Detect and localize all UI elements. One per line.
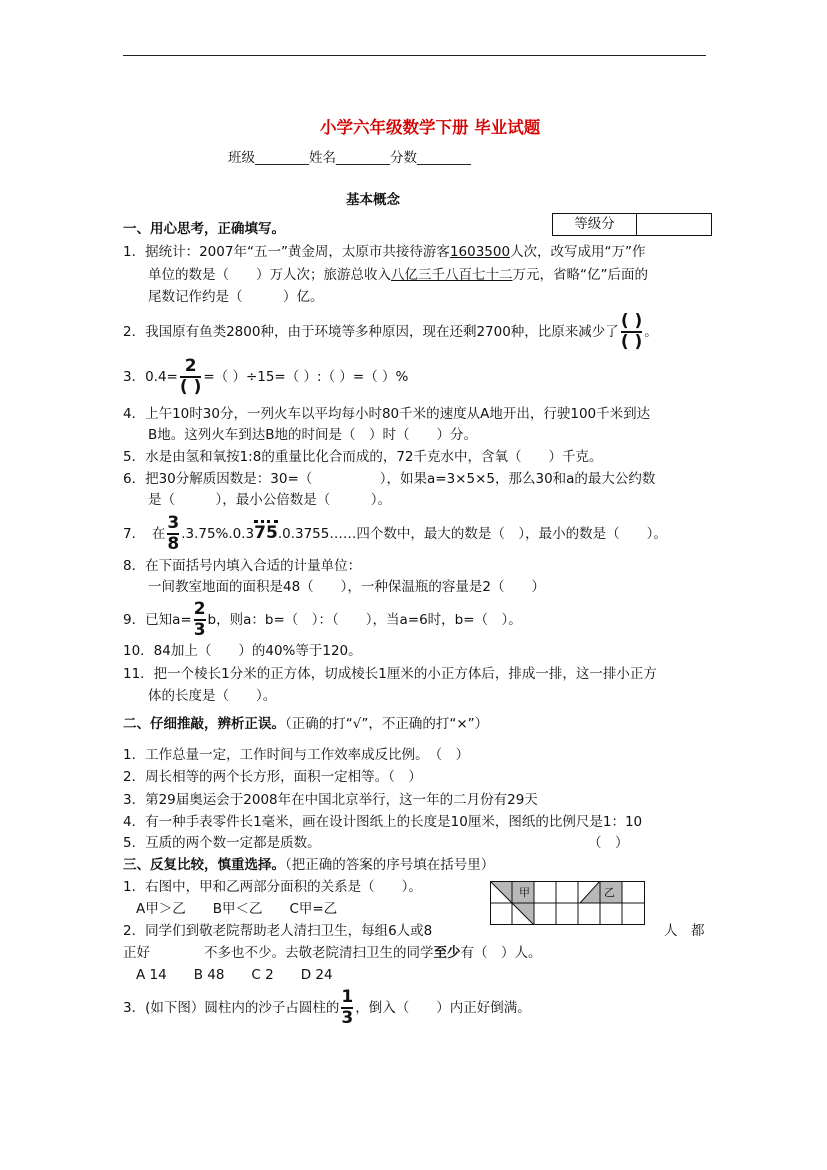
label-jia: 甲 [519,886,530,899]
choice-2-options: A 14 B 48 C 2 D 24 [136,967,333,983]
revenue-words: 八亿三千八百七十二 [391,267,513,283]
q8-line1: 8．在下面括号内填入合适的计量单位： [123,558,362,574]
q11-line2: 体的长度是（ ）。 [148,688,277,704]
q3: 3．0.4= $\frac{2}{( )}$ =（ ）÷15=（ ）:（ ）=（ ）% [123,356,409,397]
q9: 9．已知a= $\frac{2}{3}$ b，则a：b=（ ）：（ ），当a=6时，b=（ ）。 [123,599,522,640]
q8-line2: 一间教室地面的面积是48（ ），一种保温瓶的容量是2（ ） [148,579,546,595]
q9-fraction: $\frac{2}{3}$ [193,599,206,640]
grade-box [552,213,712,236]
q7-fraction: $\frac{3}{8}$ [167,513,180,554]
c3-fraction: $\frac{1}{3}$ [341,987,354,1028]
repeating-digits: 75 [254,520,278,543]
q7: 7． 在 $\frac{3}{8}$ .3.75%.0.375.0.3755……四个数中，最大的数是（ ），最小的数是（ ）。 [123,513,667,554]
q1-line2: 单位的数是（ ）万人次；旅游总收入八亿三千八百七十二万元，省略“亿”后面的 [148,267,648,283]
part2-heading: 二、仔细推敲，辨析正误。（正确的打“√”，不正确的打“×”） [123,716,489,732]
q2-fraction: $\frac{( )}{( )}$ [620,311,643,352]
part3-heading: 三、反复比较，慎重选择。（把正确的答案的序号填在括号里） [123,857,495,873]
q11-line1: 11．把一个棱长1分米的正方体，切成棱长1厘米的小正方体后，排成一排，这一排小正方 [123,666,657,682]
judge-2: 2．周长相等的两个长方形，面积一定相等。（ ） [123,769,422,785]
choice-2-line2: 正好 不多也不少。去敬老院清扫卫生的同学至少有（ ）人。 [123,945,542,961]
choice-1: 1．右图中，甲和乙两部分面积的关系是（ ）。 [123,879,422,895]
judge-1: 1．工作总量一定，工作时间与工作效率成反比例。 （ ） [123,747,470,763]
score-field[interactable]: 分数________ [390,150,471,166]
judge-4: 4．有一种手表零件长1毫米，画在设计图纸上的长度是10厘米，图纸的比例尺是1：10 [123,814,643,830]
q4-line1: 4．上午10时30分，一列火车以平均每小时80千米的速度从A地开出，行驶100千米到达 [123,406,651,422]
area-grid-figure [490,881,650,925]
student-info [228,148,471,168]
q1-line1: 1．据统计：2007年“五一”黄金周，太原市共接待游客1603500人次，改写成用“万”作 [123,244,646,260]
judge-5-paren: （ ） [588,835,629,851]
tourist-count: 1603500 [449,244,511,260]
q2: 2．我国原有鱼类2800种，由于环境等多种原因，现在还剩2700种，比原来减少了 $\frac{( )}{( )}$ 。 [123,311,658,352]
q5: 5．水是由氢和氧按1:8的重量比化合而成的，72千克水中，含氧（ ）千克。 [123,449,603,465]
section-heading: 基本概念 [346,192,400,208]
part1-heading: 一、用心思考，正确填写。 [123,221,285,237]
choice-2-line1: 2．同学们到敬老院帮助老人清扫卫生，每组6人或8 [123,923,433,939]
label-yi: 乙 [604,886,615,899]
page-title: 小学六年级数学下册 毕业试题 [320,118,541,137]
choice-1-options: A甲＞乙 B甲＜乙 C甲=乙 [136,901,338,917]
choice-2-tail: 人 都 [664,923,705,939]
judge-5: 5．互质的两个数一定都是质数。 [123,835,321,851]
q6-line1: 6．把30分解质因数是：30=（ ），如果a=3×5×5，那么30和a的最大公约数 [123,471,656,487]
shape-yi [580,881,622,903]
judge-3: 3．第29届奥运会于2008年在中国北京举行，这一年的二月份有29天 [123,792,538,808]
name-field[interactable]: 姓名________ [309,150,390,166]
q4-line2: B地。这列火车到达B地的时间是（ ）时（ ）分。 [148,427,478,443]
choice-3: 3．(如下图）圆柱内的沙子占圆柱的 $\frac{1}{3}$ ，倒入（ ）内正好倒满。 [123,987,531,1028]
q1-line3: 尾数记作约是（ ）亿。 [148,289,324,305]
grade-label: 等级分 [553,214,637,235]
header-rule [123,55,706,56]
q10: 10．84加上（ ）的40%等于120。 [123,643,362,659]
q3-fraction: $\frac{2}{( )}$ [179,356,202,397]
class-field[interactable]: 班级________ [228,150,309,166]
q6-line2: 是（ ），最小公倍数是（ ）。 [148,492,391,508]
